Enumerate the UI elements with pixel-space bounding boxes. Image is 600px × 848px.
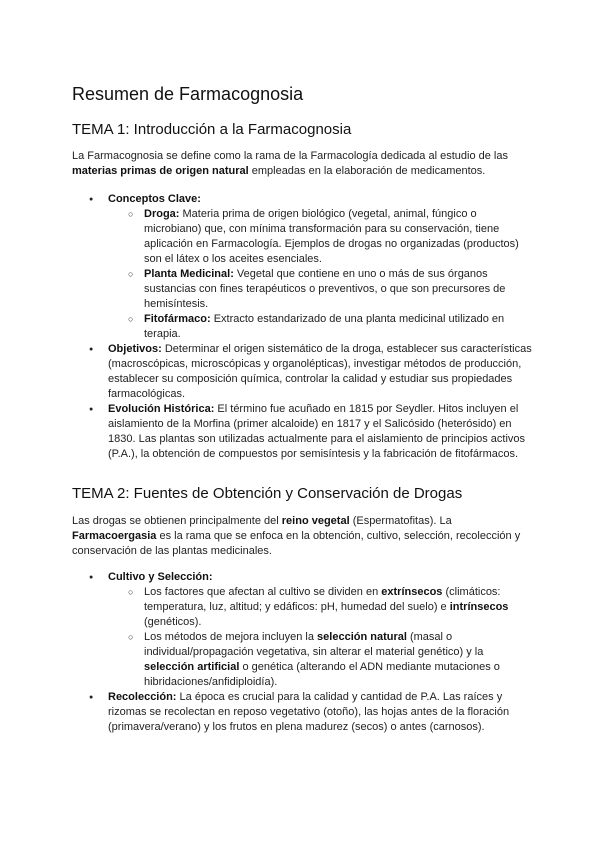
list-item-objetivos bbox=[72, 342, 532, 402]
tema2-intro-bold1: reino vegetal bbox=[281, 515, 350, 527]
tema1-intro bbox=[72, 149, 528, 179]
factores-c: (genéticos). bbox=[144, 616, 202, 628]
sublist-item-factores bbox=[108, 585, 532, 630]
tema1-intro-bold: materias primas de origen natural bbox=[72, 165, 249, 177]
cultivo-sublist bbox=[108, 585, 532, 690]
evolucion-text: El término fue acuñado en 1815 por Seydler. Hitos incluyen el aislamiento de la Morfina (primer alcaloide) en 1817 y el Salicósido (heterósido) en 1830. Las plantas son utilizadas actualmente para el aislamiento de principios activos (P.A.), la obtención de compuestos por semisíntesis y la fabricación de fitofármacos. bbox=[108, 403, 526, 460]
document-title: Resumen de Farmacognosia bbox=[72, 84, 304, 104]
metodos-bold1: selección natural bbox=[317, 631, 407, 643]
sublist-item-metodos bbox=[108, 630, 532, 690]
sublist-item-droga bbox=[108, 207, 532, 267]
tema2-intro-c: es la rama que se enfoca en la obtención, cultivo, selección, recolección y conservación de las plantas medicinales. bbox=[72, 530, 521, 557]
tema2-intro-a: Las drogas se obtienen principalmente del bbox=[72, 515, 279, 527]
metodos-b: (masal o individual/propagación vegetativa, sin alterar el material genético) y la bbox=[144, 631, 484, 658]
cultivo-label: Cultivo y Selección: bbox=[108, 571, 213, 583]
evolucion-label: Evolución Histórica: bbox=[108, 403, 215, 415]
droga-label: Droga: bbox=[144, 208, 180, 220]
tema2-intro-b: (Espermatofitas). La bbox=[352, 515, 452, 527]
planta-label: Planta Medicinal: bbox=[144, 268, 234, 280]
list-item-conceptos bbox=[72, 192, 532, 342]
factores-bold1: extrínsecos bbox=[381, 586, 443, 598]
fito-label: Fitofármaco: bbox=[144, 313, 211, 325]
metodos-a: Los métodos de mejora incluyen la bbox=[144, 631, 314, 643]
tema1-heading: TEMA 1: Introducción a la Farmacognosia bbox=[72, 121, 352, 138]
tema1-intro-b: empleadas en la elaboración de medicamentos. bbox=[251, 165, 486, 177]
tema2-heading: TEMA 2: Fuentes de Obtención y Conservación de Drogas bbox=[72, 485, 463, 502]
list-item-recoleccion bbox=[72, 690, 532, 735]
conceptos-label: Conceptos Clave: bbox=[108, 193, 201, 205]
objetivos-text: Determinar el origen sistemático de la droga, establecer sus características (macroscópicas, microscópicas y organolépticas), investigar métodos de producción, establecer su composición química, controlar la calidad y estudiar sus propiedades farmacológicas. bbox=[108, 343, 532, 400]
fito-text: Extracto estandarizado de una planta medicinal utilizado en terapia. bbox=[144, 313, 505, 340]
metodos-c: o genética (alterando el ADN mediante mutaciones o hibridaciones/anfidiploidía). bbox=[144, 661, 500, 688]
tema1-list bbox=[72, 192, 532, 462]
recoleccion-text: La época es crucial para la calidad y cantidad de P.A. Las raíces y rizomas se recolectan en reposo vegetativo (otoño), las hojas antes de la floración (primavera/verano) y los frutos en plena madurez (secos) o antes (carnosos). bbox=[108, 691, 510, 733]
recoleccion-label: Recolección: bbox=[108, 691, 177, 703]
objetivos-label: Objetivos: bbox=[108, 343, 162, 355]
planta-text: Vegetal que contiene en uno o más de sus órganos sustancias con fines terapéuticos o preventivos, o que son precursores de hemisíntesis. bbox=[144, 268, 506, 310]
metodos-bold2: selección artificial bbox=[144, 661, 240, 673]
factores-a: Los factores que afectan al cultivo se dividen en bbox=[144, 586, 379, 598]
tema2-intro-bold2: Farmacoergasia bbox=[72, 530, 157, 542]
sublist-item-planta bbox=[108, 267, 532, 312]
tema2-intro bbox=[72, 514, 528, 559]
tema1-intro-a: La Farmacognosia se define como la rama de la Farmacología dedicada al estudio de las bbox=[72, 150, 508, 162]
list-item-cultivo bbox=[72, 570, 532, 690]
factores-bold2: intrínsecos bbox=[449, 601, 509, 613]
tema2-list bbox=[72, 570, 532, 735]
factores-b: (climáticos: temperatura, luz, altitud; y edáficos: pH, humedad del suelo) e bbox=[144, 586, 501, 613]
sublist-item-fito bbox=[108, 312, 532, 342]
list-item-evolucion bbox=[72, 402, 532, 462]
conceptos-sublist bbox=[108, 207, 532, 342]
droga-text: Materia prima de origen biológico (vegetal, animal, fúngico o microbiano) que, con mínima transformación para su conservación, tiene aplicación en Farmacología. Ejemplos de drogas no organizadas (productos) son el látex o los aceites esenciales. bbox=[144, 208, 519, 265]
